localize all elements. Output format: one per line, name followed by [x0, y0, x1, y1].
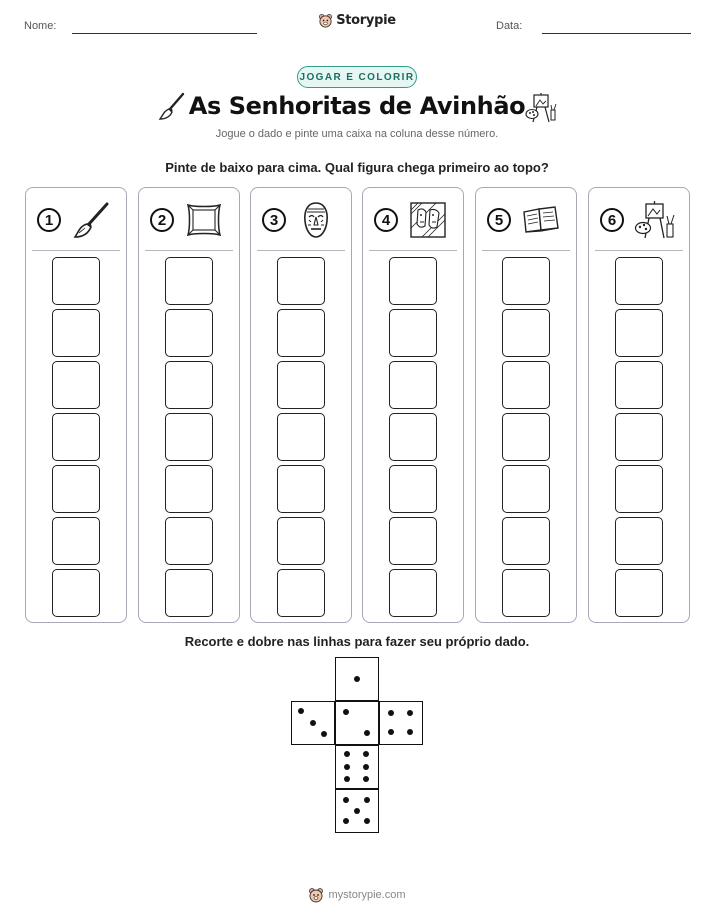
paint-box[interactable] [165, 361, 213, 409]
column-header [363, 188, 463, 250]
paint-box[interactable] [389, 257, 437, 305]
paint-box[interactable] [52, 361, 100, 409]
cubist-faces-icon [408, 200, 448, 245]
die-pip [354, 808, 360, 814]
paint-box[interactable] [277, 309, 325, 357]
paint-box[interactable] [389, 517, 437, 565]
date-label: Data: [496, 20, 523, 32]
die-pip [298, 708, 304, 714]
die-pip [364, 818, 370, 824]
paint-box[interactable] [165, 309, 213, 357]
paint-box[interactable] [277, 465, 325, 513]
paint-box[interactable] [52, 309, 100, 357]
paint-box[interactable] [52, 257, 100, 305]
paint-box[interactable] [165, 257, 213, 305]
die-pip [321, 731, 327, 737]
storypie-bear-icon [308, 887, 324, 903]
name-line[interactable] [72, 33, 257, 34]
column-header [139, 188, 239, 250]
column-number: 3 [262, 208, 286, 232]
die-pip [407, 729, 413, 735]
page-title: As Senhoritas de Avinhão [188, 92, 526, 120]
die-face-4 [379, 701, 423, 745]
date-line[interactable] [542, 33, 691, 34]
paint-box[interactable] [502, 361, 550, 409]
paint-box[interactable] [165, 413, 213, 461]
column-divider [145, 250, 233, 251]
paint-box[interactable] [389, 569, 437, 617]
paint-box[interactable] [277, 257, 325, 305]
paint-box[interactable] [502, 257, 550, 305]
paint-box[interactable] [277, 569, 325, 617]
die-pip [344, 751, 350, 757]
paint-box[interactable] [615, 413, 663, 461]
die-pip [343, 818, 349, 824]
die-pip [343, 709, 349, 715]
column-4 [362, 187, 464, 623]
column-divider [482, 250, 570, 251]
paint-box[interactable] [389, 465, 437, 513]
paint-box[interactable] [165, 465, 213, 513]
paint-box[interactable] [502, 309, 550, 357]
paint-box[interactable] [615, 257, 663, 305]
paint-box[interactable] [502, 517, 550, 565]
paint-box[interactable] [52, 517, 100, 565]
die-pip [354, 676, 360, 682]
die-pip [310, 720, 316, 726]
column-header [26, 188, 126, 250]
die-pip [364, 797, 370, 803]
paint-box[interactable] [277, 413, 325, 461]
die-pip [344, 776, 350, 782]
page-subtitle: Jogue o dado e pinte uma caixa na coluna desse número. [215, 128, 499, 140]
die-face-2 [335, 701, 379, 745]
paint-box[interactable] [615, 361, 663, 409]
die-face-1 [335, 657, 379, 701]
column-header [589, 188, 689, 250]
easel-palette-icon [524, 92, 558, 124]
column-divider [257, 250, 345, 251]
die-pip [407, 710, 413, 716]
name-label: Nome: [24, 20, 57, 32]
column-3 [250, 187, 352, 623]
activity-badge: JOGAR E COLORIR [297, 66, 417, 88]
die-pip [363, 751, 369, 757]
die-face-3 [291, 701, 335, 745]
african-mask-icon [296, 200, 336, 245]
die-pip [364, 730, 370, 736]
column-number: 6 [600, 208, 624, 232]
column-divider [369, 250, 457, 251]
easel-palette-icon [634, 200, 676, 245]
paint-box[interactable] [165, 517, 213, 565]
storypie-bear-icon [318, 13, 333, 28]
die-pip [388, 729, 394, 735]
paint-box[interactable] [502, 569, 550, 617]
column-divider [595, 250, 683, 251]
instruction-top: Pinte de baixo para cima. Qual figura chega primeiro ao topo? [165, 160, 549, 175]
paint-box[interactable] [615, 517, 663, 565]
footer [0, 887, 714, 903]
die-pip [363, 764, 369, 770]
column-header [476, 188, 576, 250]
paint-box[interactable] [389, 361, 437, 409]
die-pip [343, 797, 349, 803]
paint-box[interactable] [52, 569, 100, 617]
die-pip [344, 764, 350, 770]
column-2 [138, 187, 240, 623]
column-5 [475, 187, 577, 623]
paint-box[interactable] [502, 465, 550, 513]
paint-box[interactable] [52, 413, 100, 461]
open-book-icon [521, 200, 561, 245]
die-pip [363, 776, 369, 782]
die-face-5 [335, 789, 379, 833]
paint-box[interactable] [277, 361, 325, 409]
column-number: 4 [374, 208, 398, 232]
paint-box[interactable] [389, 413, 437, 461]
column-6 [588, 187, 690, 623]
paint-box[interactable] [502, 413, 550, 461]
column-number: 2 [150, 208, 174, 232]
paint-box[interactable] [615, 309, 663, 357]
paint-box[interactable] [165, 569, 213, 617]
brand-logo [0, 13, 714, 28]
footer-url[interactable]: mystorypie.com [328, 889, 406, 901]
die-face-6 [335, 745, 379, 789]
die-pip [388, 710, 394, 716]
column-number: 1 [37, 208, 61, 232]
paint-box[interactable] [615, 569, 663, 617]
instruction-bottom: Recorte e dobre nas linhas para fazer seu próprio dado. [184, 634, 530, 649]
paint-box[interactable] [389, 309, 437, 357]
paint-box[interactable] [52, 465, 100, 513]
paint-box[interactable] [615, 465, 663, 513]
paint-box[interactable] [277, 517, 325, 565]
column-number: 5 [487, 208, 511, 232]
column-1 [25, 187, 127, 623]
paintbrush-icon [71, 200, 111, 245]
canvas-frame-icon [184, 200, 224, 245]
column-divider [32, 250, 120, 251]
brand-name: Storypie [336, 13, 396, 28]
column-header [251, 188, 351, 250]
